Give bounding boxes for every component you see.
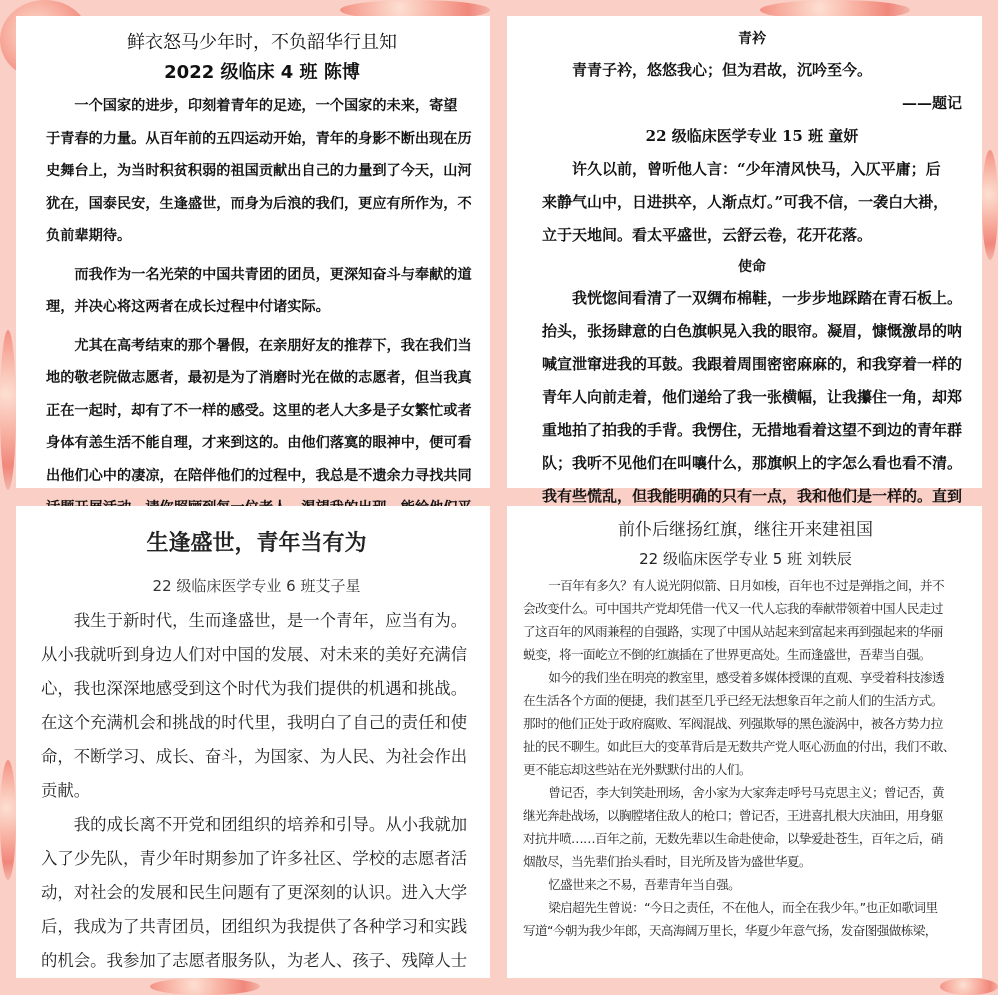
text-line: 喊宣泄窜进我的耳鼓。我跟着周围密密麻麻的，和我穿着一样的 [542, 355, 963, 373]
peach-decoration [0, 760, 16, 880]
paragraph [523, 873, 968, 896]
essay-author: 2022 级临床 4 班 陈博 [164, 62, 360, 83]
text-line: 犹在，国泰民安，生逢盛世，而身为后浪的我们，更应有所作为，不 [46, 195, 472, 212]
text-line: 继光奔赴战场，以胸膛堵住敌人的枪口；曾记否，王进喜扎根大庆油田，用身躯 [523, 808, 943, 823]
essay-panel-tong-yan [507, 16, 982, 505]
text-line: 心，我也深深地感受到这个时代为我们提供的机遇和挑战。 [41, 679, 468, 698]
paragraph [542, 153, 962, 252]
text-line: 忆盛世来之不易，吾辈青年当自强。 [548, 877, 741, 892]
essay-author: 22 级临床医学专业 6 班艾子星 [152, 577, 361, 595]
text-line: 一个国家的进步，印刻着青年的足迹，一个国家的未来，寄望 [74, 98, 458, 114]
text-line: 青年人向前走着，他们递给了我一张横幅，让我攥住一角，却郑 [542, 388, 963, 406]
text-line: 而我作为一名光荣的中国共青团的团员，更深知奋斗与奉献的道 [74, 266, 472, 283]
text-line: 我恍惚间看清了一双绸布棉鞋，一步步地踩踏在青石板上。 [572, 289, 963, 307]
paragraph [523, 666, 968, 781]
text-line: 梁启超先生曾说：“今日之责任，不在他人，而全在我少年。”也正如歌词里 [548, 900, 938, 915]
paragraph [46, 90, 478, 253]
essay-body [542, 282, 962, 513]
text-line: 命，不断学习、成长、奋斗，为国家、为人民、为社会作出 [41, 747, 468, 766]
text-line: 负前辈期待。 [46, 228, 132, 244]
essay-author: 22 级临床医学专业 5 班 刘轶辰 [639, 550, 852, 568]
paragraph [41, 604, 472, 808]
text-line: 理，并决心将这两者在成长过程中付诸实际。 [46, 299, 330, 315]
paragraph [41, 808, 472, 978]
text-line: 会改变什么。可中国共产党却凭借一代又一代人忘我的奉献带领着中国人民走过 [523, 601, 943, 616]
text-line: 在生活各个方面的便捷，我们甚至几乎已经无法想象百年之前人们的生活方式。 [523, 693, 943, 708]
text-line: 在这个充满机会和挑战的时代里，我明白了自己的责任和使 [41, 713, 468, 732]
essay-author: 22 级临床医学专业 15 班 童妍 [645, 127, 859, 145]
paragraph [523, 896, 968, 942]
text-line: 更不能忘却这些站在光外默默付出的人们。 [523, 762, 751, 777]
essay-title: 生逢盛世，青年当有为 [146, 531, 367, 556]
text-line: 的机会。我参加了志愿者服务队，为老人、孩子、残障人士 [41, 951, 468, 970]
text-line: 那时的他们正处于政府腐败、军阀混战、列强欺辱的黑色漩涡中，被各方势力拉 [523, 716, 943, 731]
essay-body [542, 153, 962, 252]
epigraph-source: ——题记 [901, 94, 962, 112]
paragraph [542, 282, 962, 513]
text-line: 我有些慌乱，但我能明确的只有一点，我和他们是一样的。直到 [542, 487, 963, 505]
text-line: 我的成长离不开党和团组织的培养和引导。从小我就加 [73, 815, 468, 834]
text-line: 史舞台上，为当时积贫积弱的祖国贡献出自己的力量到了今天，山河 [46, 163, 472, 179]
text-line: 入了少先队，青少年时期参加了许多社区、学校的志愿者活 [41, 849, 468, 868]
text-line: 地的敬老院做志愿者，最初是为了消磨时光在做的志愿者，但当我真 [46, 370, 472, 386]
text-line: 尤其在高考结束的那个暑假，在亲朋好友的推荐下，我在我们当 [74, 337, 472, 354]
text-line: 于青春的力量。从百年前的五四运动开始，青年的身影不断出现在历 [46, 130, 472, 147]
text-line: 身体有恙生活不能自理，才来到这的。由他们落寞的眼神中，便可看 [46, 435, 472, 451]
text-line: 了这百年的风雨兼程的自强路，实现了中国从站起来到富起来再到强起来的华丽 [523, 624, 943, 639]
text-line: 一百年有多久？有人说光阴似箭、日月如梭，百年也不过是弹指之间，并不 [548, 578, 944, 593]
peach-decoration [982, 150, 998, 260]
essay-panel-chen-bo [16, 16, 490, 488]
paragraph [46, 330, 478, 525]
text-line: 来静气山中，日进拱卒，人渐点灯。”可我不信，一袭白大褂， [542, 193, 949, 211]
text-line: 扯的民不聊生。如此巨大的变革背后是无数共产党人呕心沥血的付出，我们不敢、 [523, 739, 955, 754]
paragraph [46, 259, 478, 324]
essay-panel-liu-yichen [507, 506, 982, 978]
text-line: 立于天地间。看太平盛世，云舒云卷，花开花落。 [542, 226, 873, 244]
text-line: 出他们心中的凄凉，在陪伴他们的过程中，我总是不遗余力寻找共同 [46, 467, 472, 484]
essay-panel-ai-zixing [16, 506, 490, 978]
essay-title: 青衿 [738, 31, 766, 47]
paragraph [523, 781, 968, 873]
text-line: 对抗井喷……百年之前，无数先辈以生命赴使命，以挚爱赴苍生，百年之后，硝 [523, 831, 943, 846]
text-line: 正在一起时，却有了不一样的感受。这里的老人大多是子女繁忙或者 [46, 402, 472, 419]
essay-title: 前仆后继扬红旗，继往开来建祖国 [618, 520, 873, 540]
text-line: 如今的我们坐在明亮的教室里，感受着多媒体授课的直观、享受着科技渗透 [548, 670, 944, 685]
essay-body [523, 574, 968, 942]
text-line: 曾记否，李大钊笑赴刑场，舍小家为大家奔走呼号马克思主义；曾记否，黄 [548, 785, 944, 800]
text-line: 写道“今朝为我少年郎，天高海阔万里长，华夏少年意气扬，发奋图强做栋梁， [523, 923, 937, 938]
text-line: 重地拍了拍我的手背。我愣住，无措地看着这望不到边的青年群 [542, 421, 963, 439]
text-line: 后，我成为了共青团员，团组织为我提供了各种学习和实践 [41, 917, 468, 936]
section-title: 使命 [738, 259, 766, 275]
peach-decoration [150, 978, 260, 995]
text-line: 队；我听不见他们在叫嚷什么，那旗帜上的字怎么看也看不清。 [542, 454, 963, 472]
text-line: 抬头，张扬肆意的白色旗帜晃入我的眼帘。凝眉，慷慨激昂的呐 [542, 322, 963, 340]
text-line: 动，对社会的发展和民生问题有了更深刻的认识。进入大学 [41, 883, 468, 902]
essay-title: 鲜衣怒马少年时，不负韶华行且知 [127, 32, 397, 53]
text-line: 烟散尽，当先辈们抬头看时，目光所及皆为盛世华夏。 [523, 854, 811, 869]
text-line: 从小我就听到身边人们对中国的发展、对未来的美好充满信 [41, 645, 468, 664]
text-line: 蜕变，将一面屹立不倒的红旗插在了世界更高处。生而逢盛世，吾辈当自强。 [523, 647, 931, 662]
peach-decoration [0, 330, 16, 490]
text-line: 贡献。 [41, 781, 91, 800]
text-line: 我生于新时代，生而逢盛世，是一个青年，应当有为。 [73, 611, 468, 630]
essay-body [46, 90, 478, 525]
text-line: 许久以前，曾听他人言：“少年清风快马，入仄平庸；后 [572, 160, 941, 178]
epigraph-poem: 青青子衿，悠悠我心；但为君故，沉吟至今。 [572, 61, 873, 79]
peach-decoration [940, 978, 998, 995]
paragraph [523, 574, 968, 666]
essay-body [41, 604, 472, 978]
